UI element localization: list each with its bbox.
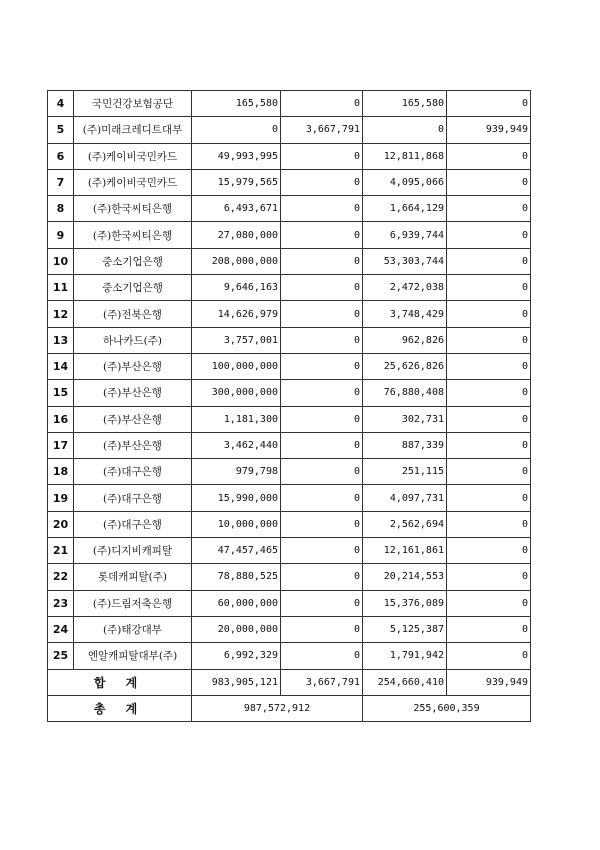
- row-number: 10: [48, 248, 74, 274]
- row-number: 5: [48, 117, 74, 143]
- amount-c1: 0: [192, 117, 281, 143]
- subtotal-row: [48, 669, 531, 695]
- amount-c1: 165,580: [192, 91, 281, 117]
- amount-c2: 0: [281, 643, 363, 669]
- creditor-name: (주)태강대부: [74, 616, 192, 642]
- amount-c2: 0: [281, 275, 363, 301]
- amount-c1: 20,000,000: [192, 616, 281, 642]
- table-row: [48, 327, 531, 353]
- summary-body: [48, 669, 531, 722]
- row-number: 20: [48, 511, 74, 537]
- amount-c2: 0: [281, 327, 363, 353]
- amount-c4: 0: [447, 432, 531, 458]
- table-row: [48, 511, 531, 537]
- table-row: [48, 222, 531, 248]
- table-row: [48, 538, 531, 564]
- table-row: [48, 406, 531, 432]
- table-row: [48, 380, 531, 406]
- row-number: 21: [48, 538, 74, 564]
- amount-c1: 300,000,000: [192, 380, 281, 406]
- amount-c3: 12,161,861: [363, 538, 447, 564]
- amount-c1: 47,457,465: [192, 538, 281, 564]
- table-row: [48, 196, 531, 222]
- amount-c3: 2,562,694: [363, 511, 447, 537]
- row-number: 25: [48, 643, 74, 669]
- amount-c2: 0: [281, 485, 363, 511]
- amount-c4: 939,949: [447, 117, 531, 143]
- amount-c3: 251,115: [363, 459, 447, 485]
- amount-c4: 0: [447, 380, 531, 406]
- subtotal-label: 합 계: [48, 669, 192, 695]
- creditor-name: (주)디지비캐피탈: [74, 538, 192, 564]
- amount-c2: 0: [281, 564, 363, 590]
- amount-c3: 25,626,826: [363, 353, 447, 379]
- row-number: 7: [48, 169, 74, 195]
- amount-c2: 0: [281, 380, 363, 406]
- amount-c4: 0: [447, 222, 531, 248]
- amount-c3: 3,748,429: [363, 301, 447, 327]
- amount-c2: 0: [281, 248, 363, 274]
- creditor-name: (주)전북은행: [74, 301, 192, 327]
- row-number: 16: [48, 406, 74, 432]
- creditor-name: 중소기업은행: [74, 275, 192, 301]
- table-row: [48, 459, 531, 485]
- amount-c2: 0: [281, 538, 363, 564]
- row-number: 12: [48, 301, 74, 327]
- amount-c1: 3,462,440: [192, 432, 281, 458]
- row-number: 18: [48, 459, 74, 485]
- row-number: 17: [48, 432, 74, 458]
- amount-c3: 53,303,744: [363, 248, 447, 274]
- amount-c4: 0: [447, 353, 531, 379]
- amount-c3: 6,939,744: [363, 222, 447, 248]
- row-number: 9: [48, 222, 74, 248]
- creditor-name: (주)부산은행: [74, 432, 192, 458]
- amount-c4: 0: [447, 169, 531, 195]
- row-number: 4: [48, 91, 74, 117]
- amount-c3: 887,339: [363, 432, 447, 458]
- row-number: 8: [48, 196, 74, 222]
- amount-c1: 3,757,001: [192, 327, 281, 353]
- amount-c3: 1,791,942: [363, 643, 447, 669]
- creditor-name: (주)케이비국민카드: [74, 143, 192, 169]
- total-left: 987,572,912: [192, 695, 363, 721]
- creditor-name: (주)한국씨티은행: [74, 222, 192, 248]
- amount-c3: 4,095,066: [363, 169, 447, 195]
- creditor-name: (주)부산은행: [74, 353, 192, 379]
- creditor-name: (주)대구은행: [74, 459, 192, 485]
- row-number: 23: [48, 590, 74, 616]
- amount-c4: 0: [447, 275, 531, 301]
- amount-c4: 0: [447, 406, 531, 432]
- amount-c1: 6,493,671: [192, 196, 281, 222]
- amount-c4: 0: [447, 485, 531, 511]
- creditor-name: 엔알캐피탈대부(주): [74, 643, 192, 669]
- table-row: [48, 117, 531, 143]
- creditor-name: 하나카드(주): [74, 327, 192, 353]
- row-number: 14: [48, 353, 74, 379]
- amount-c1: 15,979,565: [192, 169, 281, 195]
- table-row: [48, 169, 531, 195]
- amount-c1: 208,000,000: [192, 248, 281, 274]
- table-row: [48, 564, 531, 590]
- table-row: [48, 301, 531, 327]
- creditor-name: (주)부산은행: [74, 406, 192, 432]
- amount-c1: 49,993,995: [192, 143, 281, 169]
- amount-c1: 78,880,525: [192, 564, 281, 590]
- amount-c3: 12,811,868: [363, 143, 447, 169]
- subtotal-c2: 3,667,791: [281, 669, 363, 695]
- table-row: [48, 590, 531, 616]
- subtotal-c3: 254,660,410: [363, 669, 447, 695]
- creditor-name: (주)대구은행: [74, 511, 192, 537]
- amount-c3: 302,731: [363, 406, 447, 432]
- subtotal-c4: 939,949: [447, 669, 531, 695]
- amount-c3: 962,826: [363, 327, 447, 353]
- amount-c3: 2,472,038: [363, 275, 447, 301]
- subtotal-c1: 983,905,121: [192, 669, 281, 695]
- amount-c4: 0: [447, 327, 531, 353]
- amount-c3: 4,097,731: [363, 485, 447, 511]
- amount-c1: 14,626,979: [192, 301, 281, 327]
- table-body: [48, 91, 531, 670]
- amount-c2: 0: [281, 222, 363, 248]
- amount-c2: 0: [281, 169, 363, 195]
- creditor-name: (주)미래크레디트대부: [74, 117, 192, 143]
- row-number: 15: [48, 380, 74, 406]
- amount-c4: 0: [447, 301, 531, 327]
- total-right: 255,600,359: [363, 695, 531, 721]
- amount-c4: 0: [447, 196, 531, 222]
- total-label: 총 계: [48, 695, 192, 721]
- amount-c3: 20,214,553: [363, 564, 447, 590]
- creditor-name: 국민건강보험공단: [74, 91, 192, 117]
- table-row: [48, 643, 531, 669]
- table-row: [48, 353, 531, 379]
- creditor-name: (주)한국씨티은행: [74, 196, 192, 222]
- table-row: [48, 275, 531, 301]
- amount-c2: 0: [281, 91, 363, 117]
- amount-c4: 0: [447, 590, 531, 616]
- table-row: [48, 248, 531, 274]
- amount-c4: 0: [447, 143, 531, 169]
- creditor-name: (주)대구은행: [74, 485, 192, 511]
- amount-c1: 10,000,000: [192, 511, 281, 537]
- amount-c4: 0: [447, 538, 531, 564]
- amount-c2: 0: [281, 511, 363, 537]
- amount-c2: 0: [281, 196, 363, 222]
- amount-c4: 0: [447, 616, 531, 642]
- amount-c4: 0: [447, 511, 531, 537]
- total-row: [48, 695, 531, 721]
- row-number: 19: [48, 485, 74, 511]
- creditor-table: [47, 90, 531, 722]
- amount-c2: 0: [281, 432, 363, 458]
- row-number: 6: [48, 143, 74, 169]
- amount-c1: 1,181,300: [192, 406, 281, 432]
- amount-c1: 60,000,000: [192, 590, 281, 616]
- amount-c4: 0: [447, 643, 531, 669]
- row-number: 11: [48, 275, 74, 301]
- amount-c1: 15,990,000: [192, 485, 281, 511]
- creditor-name: 중소기업은행: [74, 248, 192, 274]
- amount-c4: 0: [447, 91, 531, 117]
- table-row: [48, 91, 531, 117]
- amount-c1: 27,080,000: [192, 222, 281, 248]
- row-number: 24: [48, 616, 74, 642]
- creditor-name: (주)드림저축은행: [74, 590, 192, 616]
- amount-c2: 0: [281, 459, 363, 485]
- amount-c3: 1,664,129: [363, 196, 447, 222]
- table-row: [48, 143, 531, 169]
- amount-c1: 6,992,329: [192, 643, 281, 669]
- creditor-name: 롯데캐피탈(주): [74, 564, 192, 590]
- amount-c2: 0: [281, 590, 363, 616]
- amount-c4: 0: [447, 248, 531, 274]
- amount-c2: 0: [281, 353, 363, 379]
- amount-c3: 15,376,089: [363, 590, 447, 616]
- creditor-name: (주)케이비국민카드: [74, 169, 192, 195]
- amount-c3: 76,880,408: [363, 380, 447, 406]
- amount-c2: 0: [281, 143, 363, 169]
- amount-c2: 0: [281, 301, 363, 327]
- amount-c1: 100,000,000: [192, 353, 281, 379]
- amount-c4: 0: [447, 459, 531, 485]
- row-number: 22: [48, 564, 74, 590]
- table-row: [48, 485, 531, 511]
- amount-c1: 979,798: [192, 459, 281, 485]
- amount-c4: 0: [447, 564, 531, 590]
- amount-c2: 3,667,791: [281, 117, 363, 143]
- amount-c1: 9,646,163: [192, 275, 281, 301]
- row-number: 13: [48, 327, 74, 353]
- amount-c3: 0: [363, 117, 447, 143]
- table-row: [48, 616, 531, 642]
- amount-c3: 165,580: [363, 91, 447, 117]
- amount-c2: 0: [281, 616, 363, 642]
- table-row: [48, 432, 531, 458]
- amount-c3: 5,125,387: [363, 616, 447, 642]
- amount-c2: 0: [281, 406, 363, 432]
- creditor-name: (주)부산은행: [74, 380, 192, 406]
